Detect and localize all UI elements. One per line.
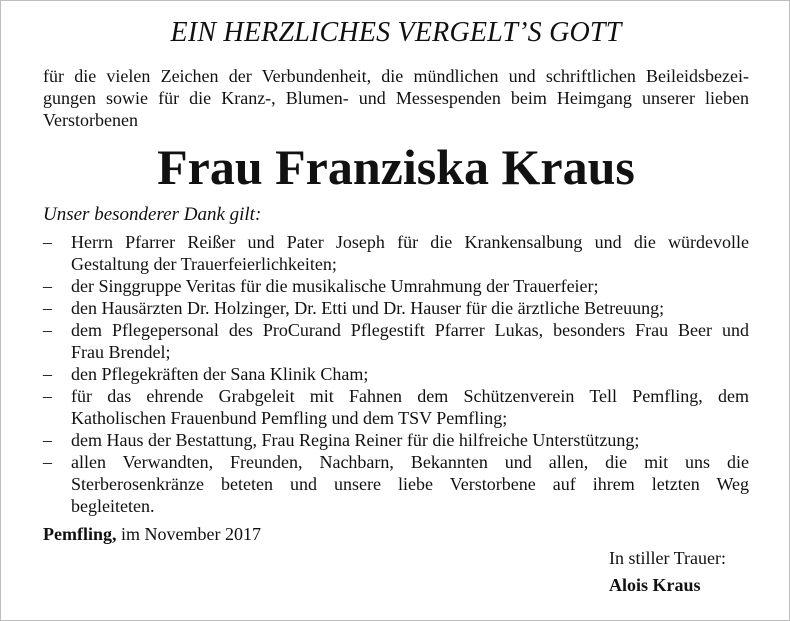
mourning-label: In stiller Trauer:: [609, 548, 726, 568]
list-item-line: Katholischen Frauenbund Pemfling und dem TSV Pemfling;: [71, 408, 508, 428]
intro-paragraph: [43, 65, 749, 131]
dash-bullet: –: [43, 386, 52, 406]
dash-bullet: –: [43, 232, 52, 252]
list-item-line: den Pflegekräften der Sana Klinik Cham;: [71, 364, 369, 384]
list-item-line: dem Haus der Bestattung, Frau Regina Reiner für die hilfreiche Unterstützung;: [71, 430, 640, 450]
dash-bullet: –: [43, 298, 52, 318]
intro-line: Verstorbenen: [43, 110, 138, 130]
list-item: [43, 297, 749, 319]
intro-line: für die vielen Zeichen der Verbundenheit, die mündlichen und schriftlichen Beileidsbezei-: [43, 66, 749, 86]
intro-line: gungen sowie für die Kranz-, Blumen- und Messespenden beim Heimgang unserer lieben: [43, 88, 749, 108]
list-item-line: Herrn Pfarrer Reißer und Pater Joseph für die Krankensalbung und die würdevolle: [71, 232, 749, 252]
list-item-line: Gestaltung der Trauerfeierlichkeiten;: [71, 254, 337, 274]
notice-heading: EIN HERZLICHES VERGELT’S GOTT: [170, 17, 622, 48]
list-item: [43, 451, 749, 517]
list-item-line: Sterberosenkränze beteten und unsere liebe Verstorbene auf ihrem letzten Weg: [71, 474, 749, 494]
signer-name: Alois Kraus: [609, 575, 701, 595]
deceased-name: Frau Franziska Kraus: [157, 139, 635, 195]
place-date: [43, 523, 261, 545]
dash-bullet: –: [43, 276, 52, 296]
list-item: [43, 429, 749, 451]
list-item-line: für das ehrende Grabgeleit mit Fahnen dem Schützenverein Tell Pemfling, dem: [71, 386, 749, 406]
dash-bullet: –: [43, 452, 52, 472]
list-item: [43, 275, 749, 297]
thanks-title: Unser besonderer Dank gilt:: [43, 204, 262, 225]
date: im November 2017: [121, 524, 261, 544]
list-item-line: dem Pflegepersonal des ProCurand Pflegestift Pfarrer Lukas, besonders Frau Beer und: [71, 320, 749, 340]
dash-bullet: –: [43, 430, 52, 450]
list-item-line: Frau Brendel;: [71, 342, 171, 362]
list-item-line: der Singgruppe Veritas für die musikalische Umrahmung der Trauerfeier;: [71, 276, 599, 296]
dash-bullet: –: [43, 320, 52, 340]
list-item-line: den Hausärzten Dr. Holzinger, Dr. Etti und Dr. Hauser für die ärztliche Betreuung;: [71, 298, 665, 318]
list-item: [43, 319, 749, 363]
list-item: [43, 385, 749, 429]
dash-bullet: –: [43, 364, 52, 384]
list-item-line: allen Verwandten, Freunden, Nachbarn, Bekannten und allen, die mit uns die: [71, 452, 749, 472]
thanks-list: [43, 231, 749, 517]
list-item: [43, 231, 749, 275]
list-item-line: begleiteten.: [71, 496, 155, 516]
place: Pemfling,: [43, 524, 117, 544]
list-item: [43, 363, 749, 385]
